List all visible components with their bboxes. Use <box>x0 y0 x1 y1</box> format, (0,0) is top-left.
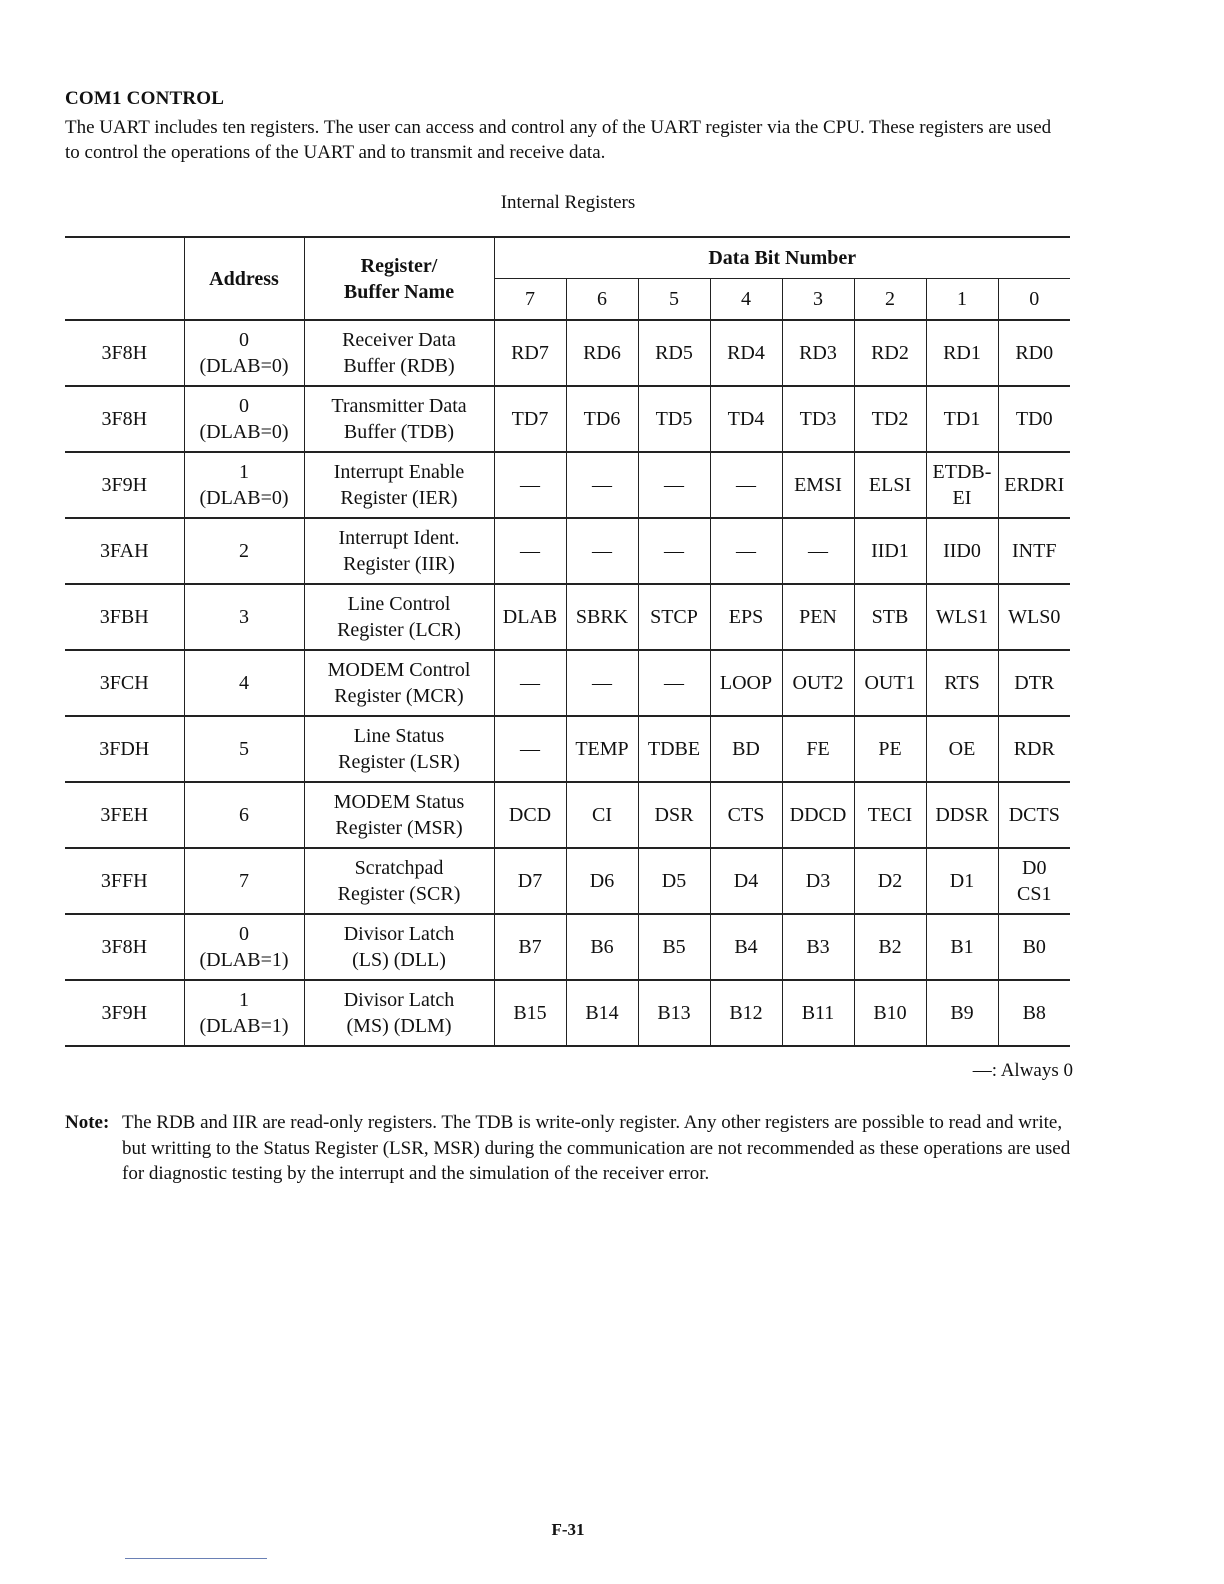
bit-cell <box>566 848 638 914</box>
bit-label: PEN <box>799 606 837 628</box>
bit-label: B13 <box>657 1002 691 1024</box>
table-row <box>65 320 1070 386</box>
bit-cell <box>494 518 566 584</box>
bit-label: RD7 <box>511 342 549 364</box>
bit-label: BD <box>732 738 760 760</box>
bit-cell <box>782 848 854 914</box>
bit-label: TD3 <box>799 408 837 430</box>
bit-label: RD3 <box>799 342 837 364</box>
bit-label: WLS0 <box>1008 606 1061 628</box>
bit-cell <box>782 452 854 518</box>
bit-cell <box>638 782 710 848</box>
bit-label: STCP <box>650 606 698 628</box>
bit-label: B9 <box>950 1002 974 1024</box>
table-row <box>65 386 1070 452</box>
io-address-cell: 3F8H <box>65 320 184 386</box>
bit-cell <box>566 452 638 518</box>
bottom-rule <box>125 1558 267 1559</box>
bit-label: — <box>520 474 540 496</box>
bit-cell <box>854 518 926 584</box>
bit-label: TD5 <box>655 408 693 430</box>
bit-cell <box>782 914 854 980</box>
io-address-cell: 3FBH <box>65 584 184 650</box>
bit-cell <box>998 980 1070 1046</box>
bit-cell <box>782 584 854 650</box>
register-name-line1: Line Control <box>347 593 451 615</box>
register-rows <box>65 320 1070 1046</box>
bit-label: RD1 <box>943 342 981 364</box>
bit-cell <box>710 518 782 584</box>
address-value: 7 <box>239 870 249 892</box>
register-name-cell <box>304 980 494 1046</box>
register-name-line2: Register (LSR) <box>338 751 460 773</box>
bit-cell <box>494 980 566 1046</box>
bit-cell <box>494 782 566 848</box>
bit-label: DCTS <box>1008 804 1060 826</box>
table-row <box>65 650 1070 716</box>
address-cell <box>184 716 304 782</box>
bit-cell <box>710 650 782 716</box>
io-address-cell: 3F9H <box>65 452 184 518</box>
bit-label: DCD <box>508 804 552 826</box>
header-bit-4: 4 <box>710 279 782 321</box>
register-name-line2: (LS) (DLL) <box>352 949 446 971</box>
bit-cell <box>494 650 566 716</box>
bit-label: DLAB <box>502 606 558 628</box>
bit-cell <box>854 452 926 518</box>
bit-cell <box>998 716 1070 782</box>
bit-cell <box>710 848 782 914</box>
bit-cell <box>638 980 710 1046</box>
bit-cell <box>494 452 566 518</box>
register-name-line1: Receiver Data <box>342 329 456 351</box>
address-value: 6 <box>239 804 249 826</box>
bit-label: EMSI <box>794 474 842 496</box>
bit-label: CS1 <box>1017 883 1052 905</box>
bit-label: TEMP <box>575 738 629 760</box>
bit-cell <box>998 914 1070 980</box>
bit-cell <box>926 518 998 584</box>
bit-cell <box>566 980 638 1046</box>
bit-label: B15 <box>513 1002 547 1024</box>
table-row <box>65 980 1070 1046</box>
bit-label: TDBE <box>647 738 701 760</box>
header-register-name <box>304 237 494 320</box>
bit-label: — <box>664 672 684 694</box>
bit-label: TD0 <box>1015 408 1053 430</box>
io-address-cell: 3F8H <box>65 914 184 980</box>
bit-label: — <box>520 738 540 760</box>
bit-label: B4 <box>734 936 758 958</box>
io-address-cell: 3FFH <box>65 848 184 914</box>
header-register-line1: Register/ <box>360 254 438 277</box>
header-address: Address <box>184 237 304 320</box>
address-cell <box>184 452 304 518</box>
bit-cell <box>854 650 926 716</box>
bit-cell <box>782 716 854 782</box>
register-name-line1: Interrupt Ident. <box>338 527 460 549</box>
note-label: Note: <box>65 1112 110 1133</box>
bit-cell <box>710 782 782 848</box>
table-row <box>65 452 1070 518</box>
internal-registers-table <box>65 236 1070 1047</box>
register-name-cell <box>304 386 494 452</box>
bit-cell <box>926 452 998 518</box>
register-name-line1: Scratchpad <box>354 857 444 879</box>
bit-cell <box>998 518 1070 584</box>
register-name-cell <box>304 452 494 518</box>
bit-label: — <box>592 540 612 562</box>
address-cell <box>184 320 304 386</box>
bit-cell <box>782 386 854 452</box>
address-cell <box>184 650 304 716</box>
bit-cell <box>710 452 782 518</box>
register-name-line1: Line Status <box>353 725 445 747</box>
bit-label: TECI <box>867 804 913 826</box>
bit-cell <box>638 584 710 650</box>
bit-label: — <box>664 474 684 496</box>
bit-cell <box>638 848 710 914</box>
bit-cell <box>782 650 854 716</box>
bit-label: — <box>520 672 540 694</box>
bit-label: B6 <box>590 936 614 958</box>
address-value: 4 <box>239 672 249 694</box>
bit-label: CI <box>592 804 612 826</box>
table-caption: Internal Registers <box>500 192 636 213</box>
io-address-cell: 3FCH <box>65 650 184 716</box>
table-row <box>65 782 1070 848</box>
register-name-line1: Divisor Latch <box>343 989 455 1011</box>
address-value: 5 <box>239 738 249 760</box>
bit-cell <box>494 320 566 386</box>
bit-label: LOOP <box>719 672 773 694</box>
bit-label: DDSR <box>935 804 989 826</box>
header-bit-7: 7 <box>494 279 566 321</box>
address-cell <box>184 584 304 650</box>
register-name-cell <box>304 914 494 980</box>
intro-paragraph: The UART includes ten registers. The user can access and control any of the UART register via the CPU. These registers are used to control the operations of the UART and to transmit and receive data. <box>65 117 1052 163</box>
bit-cell <box>638 320 710 386</box>
address-dlab: (DLAB=1) <box>199 1015 289 1037</box>
address-cell <box>184 980 304 1046</box>
bit-label: EPS <box>728 606 764 628</box>
header-io-blank <box>65 237 184 320</box>
header-bit-2: 2 <box>854 279 926 321</box>
register-name-line2: Register (LCR) <box>337 619 461 641</box>
address-value: 0 <box>239 329 249 351</box>
bit-label: B12 <box>729 1002 763 1024</box>
bit-label: B3 <box>806 936 830 958</box>
address-value: 2 <box>239 540 249 562</box>
bit-cell <box>926 584 998 650</box>
bit-cell <box>710 386 782 452</box>
bit-label: IID0 <box>943 540 981 562</box>
register-name-cell <box>304 782 494 848</box>
bit-label: WLS1 <box>935 606 989 628</box>
bit-label: RTS <box>944 672 980 694</box>
bit-cell <box>926 782 998 848</box>
address-dlab: (DLAB=1) <box>199 949 289 971</box>
bit-cell <box>854 980 926 1046</box>
bit-label: B11 <box>801 1002 835 1024</box>
bit-label: SBRK <box>575 606 629 628</box>
register-name-cell <box>304 584 494 650</box>
bit-label: TD1 <box>943 408 981 430</box>
header-data-bit-number: Data Bit Number <box>494 237 1070 279</box>
address-cell <box>184 848 304 914</box>
bit-cell <box>638 452 710 518</box>
register-name-line2: Buffer (TDB) <box>343 421 455 443</box>
bit-label: D2 <box>877 870 903 892</box>
bit-label: TD4 <box>727 408 765 430</box>
bit-cell <box>710 716 782 782</box>
io-address-cell: 3FAH <box>65 518 184 584</box>
bit-cell <box>710 584 782 650</box>
bit-cell <box>998 782 1070 848</box>
bit-cell <box>926 848 998 914</box>
address-cell <box>184 386 304 452</box>
bit-cell <box>566 518 638 584</box>
bit-label: — <box>736 540 756 562</box>
table-row <box>65 914 1070 980</box>
table-row <box>65 584 1070 650</box>
bit-cell <box>638 650 710 716</box>
header-bit-1: 1 <box>926 279 998 321</box>
bit-label: STB <box>871 606 909 628</box>
bit-cell <box>638 716 710 782</box>
bit-cell <box>926 386 998 452</box>
bit-label: OE <box>948 738 976 760</box>
bit-label: RD5 <box>655 342 693 364</box>
bit-label: B1 <box>950 936 974 958</box>
address-value: 1 <box>239 989 249 1011</box>
bit-label: CTS <box>727 804 765 826</box>
bit-cell <box>494 848 566 914</box>
bit-cell <box>710 320 782 386</box>
address-dlab: (DLAB=0) <box>199 487 289 509</box>
bit-label: ERDRI <box>1004 474 1065 496</box>
bit-cell <box>926 914 998 980</box>
bit-cell <box>998 584 1070 650</box>
bit-cell <box>710 914 782 980</box>
bit-label: RD2 <box>871 342 909 364</box>
register-name-line1: Divisor Latch <box>343 923 455 945</box>
bit-cell <box>710 980 782 1046</box>
bit-label: ETDB- <box>932 461 992 483</box>
bit-label: DSR <box>654 804 694 826</box>
bit-cell <box>926 320 998 386</box>
address-cell <box>184 782 304 848</box>
bit-cell <box>566 650 638 716</box>
register-name-line2: Buffer (RDB) <box>343 355 455 377</box>
io-address-cell: 3F9H <box>65 980 184 1046</box>
page-number: F-31 <box>551 1520 585 1539</box>
bit-label: FE <box>806 738 830 760</box>
address-dlab: (DLAB=0) <box>199 355 289 377</box>
address-cell <box>184 518 304 584</box>
bit-cell <box>854 914 926 980</box>
bit-cell <box>638 914 710 980</box>
bit-cell <box>638 518 710 584</box>
bit-cell <box>854 848 926 914</box>
bit-cell <box>854 716 926 782</box>
bit-cell <box>998 848 1070 914</box>
bit-label: D3 <box>805 870 831 892</box>
bit-cell <box>566 584 638 650</box>
table-row <box>65 848 1070 914</box>
bit-label: B14 <box>585 1002 619 1024</box>
bit-label: D4 <box>733 870 759 892</box>
register-name-line1: Transmitter Data <box>331 395 467 417</box>
bit-cell <box>566 782 638 848</box>
bit-label: B2 <box>878 936 902 958</box>
bit-label: D5 <box>661 870 687 892</box>
bit-cell <box>782 518 854 584</box>
register-name-line2: (MS) (DLM) <box>346 1015 452 1037</box>
bit-label: — <box>664 540 684 562</box>
header-bit-0: 0 <box>998 279 1070 321</box>
bit-cell <box>782 782 854 848</box>
bit-cell <box>926 650 998 716</box>
bit-label: — <box>520 540 540 562</box>
bit-cell <box>566 716 638 782</box>
bit-cell <box>494 386 566 452</box>
io-address-cell: 3FDH <box>65 716 184 782</box>
address-value: 3 <box>239 606 249 628</box>
io-address-cell: 3FEH <box>65 782 184 848</box>
register-name-cell <box>304 848 494 914</box>
register-name-cell <box>304 716 494 782</box>
bit-label: OUT1 <box>864 672 916 694</box>
bit-label: — <box>736 474 756 496</box>
bit-cell <box>998 320 1070 386</box>
address-value: 0 <box>239 395 249 417</box>
bit-cell <box>926 980 998 1046</box>
bit-label: ELSI <box>868 474 912 496</box>
register-name-line2: Register (IIR) <box>343 553 455 575</box>
register-name-cell <box>304 320 494 386</box>
bit-cell <box>998 386 1070 452</box>
bit-label: D0 <box>1022 857 1047 879</box>
bit-label: B0 <box>1022 936 1046 958</box>
register-name-line2: Register (MSR) <box>335 817 463 839</box>
bit-cell <box>854 320 926 386</box>
register-name-line1: Interrupt Enable <box>333 461 465 483</box>
bit-label: RD4 <box>727 342 765 364</box>
register-name-line2: Register (MCR) <box>334 685 464 707</box>
header-bit-3: 3 <box>782 279 854 321</box>
note-block <box>65 1110 1075 1187</box>
bit-cell <box>566 914 638 980</box>
bit-cell <box>854 782 926 848</box>
bit-cell <box>782 320 854 386</box>
bit-label: DTR <box>1014 672 1055 694</box>
bit-label: D7 <box>517 870 543 892</box>
bit-label: TD7 <box>511 408 549 430</box>
bit-label: INTF <box>1012 540 1057 562</box>
section-heading: COM1 CONTROL <box>65 88 225 109</box>
address-value: 0 <box>239 923 249 945</box>
bit-label: D1 <box>949 870 975 892</box>
header-row <box>65 237 1070 279</box>
header-bit-6: 6 <box>566 279 638 321</box>
note-text: The RDB and IIR are read-only registers. The TDB is write-only register. Any other registers are possible to read and write, but writting to the Status Register (LSR, MSR) during the communication are not recommended as these operations are used for diagnostic testing by the interrupt and the simulation of the receiver error. <box>122 1112 1071 1184</box>
bit-cell <box>926 716 998 782</box>
address-cell <box>184 914 304 980</box>
bit-label: EI <box>952 487 972 509</box>
bit-label: — <box>592 672 612 694</box>
address-value: 1 <box>239 461 249 483</box>
register-name-line2: Register (IER) <box>340 487 458 509</box>
legend-always-zero: —: Always 0 <box>972 1060 1073 1081</box>
bit-label: RDR <box>1013 738 1055 760</box>
bit-label: DDCD <box>789 804 847 826</box>
register-name-line2: Register (SCR) <box>337 883 461 905</box>
header-register-line2: Buffer Name <box>343 280 455 303</box>
bit-label: — <box>808 540 828 562</box>
bit-cell <box>494 584 566 650</box>
bit-cell <box>494 716 566 782</box>
bit-label: TD2 <box>871 408 909 430</box>
bit-cell <box>638 386 710 452</box>
bit-cell <box>854 386 926 452</box>
bit-label: TD6 <box>583 408 621 430</box>
bit-label: RD6 <box>583 342 621 364</box>
bit-cell <box>566 386 638 452</box>
io-address-cell: 3F8H <box>65 386 184 452</box>
bit-label: — <box>592 474 612 496</box>
bit-label: OUT2 <box>792 672 844 694</box>
bit-label: RD0 <box>1015 342 1054 364</box>
bit-cell <box>782 980 854 1046</box>
register-name-line1: MODEM Status <box>333 791 465 813</box>
bit-cell <box>998 650 1070 716</box>
header-bit-5: 5 <box>638 279 710 321</box>
register-name-cell <box>304 518 494 584</box>
bit-cell <box>494 914 566 980</box>
table-row <box>65 518 1070 584</box>
bit-label: B10 <box>873 1002 907 1024</box>
bit-label: B8 <box>1022 1002 1046 1024</box>
register-name-cell <box>304 650 494 716</box>
bit-cell <box>998 452 1070 518</box>
address-dlab: (DLAB=0) <box>199 421 289 443</box>
bit-label: D6 <box>589 870 615 892</box>
table-row <box>65 716 1070 782</box>
bit-label: PE <box>878 738 902 760</box>
register-name-line1: MODEM Control <box>327 659 471 681</box>
bit-label: B5 <box>662 936 686 958</box>
bit-label: IID1 <box>871 540 909 562</box>
bit-label: B7 <box>518 936 542 958</box>
bit-cell <box>566 320 638 386</box>
bit-cell <box>854 584 926 650</box>
